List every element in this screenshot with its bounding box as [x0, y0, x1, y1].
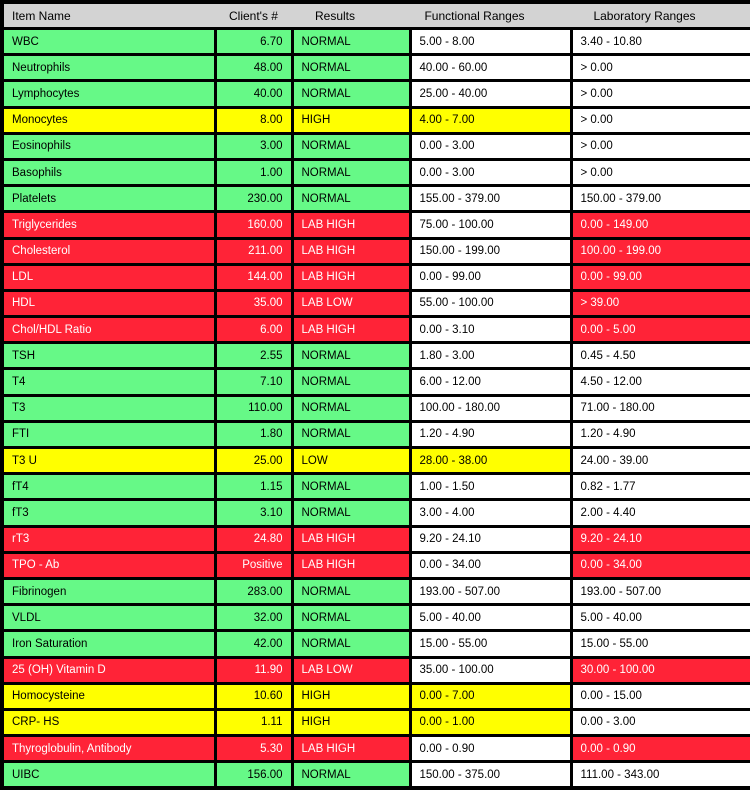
table-row	[2, 55, 750, 81]
client-value-cell: Positive	[215, 552, 292, 578]
result-status-cell: NORMAL	[292, 631, 410, 657]
table-row	[2, 578, 750, 604]
table-row	[2, 709, 750, 735]
item-name-cell: Basophils	[2, 159, 215, 185]
result-status-cell: LOW	[292, 448, 410, 474]
table-header	[2, 2, 750, 29]
laboratory-range-cell: 100.00 - 199.00	[571, 238, 750, 264]
functional-range-cell: 75.00 - 100.00	[410, 212, 571, 238]
result-status-cell: NORMAL	[292, 474, 410, 500]
result-status-cell: LAB HIGH	[292, 317, 410, 343]
client-value-cell: 1.11	[215, 709, 292, 735]
client-value-cell: 3.00	[215, 133, 292, 159]
functional-range-cell: 55.00 - 100.00	[410, 290, 571, 316]
table-row	[2, 448, 750, 474]
table-row	[2, 631, 750, 657]
laboratory-range-cell: 24.00 - 39.00	[571, 448, 750, 474]
result-status-cell: NORMAL	[292, 578, 410, 604]
functional-range-cell: 1.20 - 4.90	[410, 421, 571, 447]
result-status-cell: LAB HIGH	[292, 212, 410, 238]
client-value-cell: 7.10	[215, 369, 292, 395]
result-status-cell: LAB HIGH	[292, 264, 410, 290]
item-name-cell: Platelets	[2, 186, 215, 212]
result-status-cell: NORMAL	[292, 762, 410, 789]
functional-range-cell: 1.80 - 3.00	[410, 343, 571, 369]
result-status-cell: HIGH	[292, 683, 410, 709]
table-row	[2, 474, 750, 500]
functional-range-cell: 5.00 - 40.00	[410, 605, 571, 631]
client-value-cell: 35.00	[215, 290, 292, 316]
laboratory-range-cell: 0.00 - 34.00	[571, 552, 750, 578]
functional-range-cell: 0.00 - 3.10	[410, 317, 571, 343]
functional-range-cell: 150.00 - 199.00	[410, 238, 571, 264]
laboratory-range-cell: 4.50 - 12.00	[571, 369, 750, 395]
result-status-cell: LAB HIGH	[292, 552, 410, 578]
functional-range-cell: 193.00 - 507.00	[410, 578, 571, 604]
functional-range-cell: 0.00 - 1.00	[410, 709, 571, 735]
laboratory-range-cell: 0.00 - 15.00	[571, 683, 750, 709]
laboratory-range-cell: > 0.00	[571, 81, 750, 107]
laboratory-range-cell: 30.00 - 100.00	[571, 657, 750, 683]
header-laboratory-ranges: Laboratory Ranges	[571, 2, 750, 29]
client-value-cell: 6.70	[215, 29, 292, 55]
laboratory-range-cell: 0.00 - 149.00	[571, 212, 750, 238]
client-value-cell: 25.00	[215, 448, 292, 474]
item-name-cell: Eosinophils	[2, 133, 215, 159]
client-value-cell: 24.80	[215, 526, 292, 552]
functional-range-cell: 40.00 - 60.00	[410, 55, 571, 81]
table-row	[2, 343, 750, 369]
result-status-cell: NORMAL	[292, 421, 410, 447]
client-value-cell: 3.10	[215, 500, 292, 526]
table-row	[2, 736, 750, 762]
laboratory-range-cell: > 0.00	[571, 159, 750, 185]
result-status-cell: LAB LOW	[292, 657, 410, 683]
item-name-cell: rT3	[2, 526, 215, 552]
functional-range-cell: 1.00 - 1.50	[410, 474, 571, 500]
table-row	[2, 290, 750, 316]
table-row	[2, 683, 750, 709]
functional-range-cell: 0.00 - 3.00	[410, 133, 571, 159]
result-status-cell: NORMAL	[292, 55, 410, 81]
item-name-cell: Homocysteine	[2, 683, 215, 709]
table-row	[2, 317, 750, 343]
result-status-cell: NORMAL	[292, 369, 410, 395]
header-clients-number: Client's #	[215, 2, 292, 29]
client-value-cell: 32.00	[215, 605, 292, 631]
client-value-cell: 1.80	[215, 421, 292, 447]
functional-range-cell: 0.00 - 34.00	[410, 552, 571, 578]
item-name-cell: Fibrinogen	[2, 578, 215, 604]
table-row	[2, 657, 750, 683]
laboratory-range-cell: 5.00 - 40.00	[571, 605, 750, 631]
result-status-cell: NORMAL	[292, 159, 410, 185]
item-name-cell: Triglycerides	[2, 212, 215, 238]
laboratory-range-cell: 150.00 - 379.00	[571, 186, 750, 212]
functional-range-cell: 9.20 - 24.10	[410, 526, 571, 552]
table-row	[2, 159, 750, 185]
functional-range-cell: 100.00 - 180.00	[410, 395, 571, 421]
client-value-cell: 1.00	[215, 159, 292, 185]
item-name-cell: T3 U	[2, 448, 215, 474]
item-name-cell: 25 (OH) Vitamin D	[2, 657, 215, 683]
client-value-cell: 110.00	[215, 395, 292, 421]
client-value-cell: 211.00	[215, 238, 292, 264]
results-body	[2, 29, 750, 789]
item-name-cell: FTI	[2, 421, 215, 447]
table-row	[2, 605, 750, 631]
table-row	[2, 552, 750, 578]
laboratory-range-cell: 0.45 - 4.50	[571, 343, 750, 369]
laboratory-range-cell: 2.00 - 4.40	[571, 500, 750, 526]
functional-range-cell: 5.00 - 8.00	[410, 29, 571, 55]
item-name-cell: fT4	[2, 474, 215, 500]
result-status-cell: NORMAL	[292, 186, 410, 212]
result-status-cell: NORMAL	[292, 500, 410, 526]
result-status-cell: HIGH	[292, 107, 410, 133]
laboratory-range-cell: 111.00 - 343.00	[571, 762, 750, 789]
client-value-cell: 8.00	[215, 107, 292, 133]
result-status-cell: NORMAL	[292, 343, 410, 369]
client-value-cell: 2.55	[215, 343, 292, 369]
laboratory-range-cell: > 0.00	[571, 133, 750, 159]
item-name-cell: T3	[2, 395, 215, 421]
table-row	[2, 264, 750, 290]
client-value-cell: 5.30	[215, 736, 292, 762]
table-row	[2, 186, 750, 212]
laboratory-range-cell: > 0.00	[571, 55, 750, 81]
result-status-cell: NORMAL	[292, 29, 410, 55]
laboratory-range-cell: 71.00 - 180.00	[571, 395, 750, 421]
table-row	[2, 762, 750, 789]
laboratory-range-cell: > 0.00	[571, 107, 750, 133]
result-status-cell: LAB LOW	[292, 290, 410, 316]
laboratory-range-cell: 0.00 - 5.00	[571, 317, 750, 343]
functional-range-cell: 0.00 - 0.90	[410, 736, 571, 762]
laboratory-range-cell: 0.00 - 99.00	[571, 264, 750, 290]
client-value-cell: 144.00	[215, 264, 292, 290]
client-value-cell: 156.00	[215, 762, 292, 789]
item-name-cell: Iron Saturation	[2, 631, 215, 657]
laboratory-range-cell: 0.00 - 0.90	[571, 736, 750, 762]
item-name-cell: T4	[2, 369, 215, 395]
client-value-cell: 1.15	[215, 474, 292, 500]
item-name-cell: LDL	[2, 264, 215, 290]
item-name-cell: TPO - Ab	[2, 552, 215, 578]
result-status-cell: NORMAL	[292, 605, 410, 631]
table-row	[2, 500, 750, 526]
result-status-cell: HIGH	[292, 709, 410, 735]
laboratory-range-cell: 0.00 - 3.00	[571, 709, 750, 735]
client-value-cell: 42.00	[215, 631, 292, 657]
result-status-cell: LAB HIGH	[292, 526, 410, 552]
laboratory-range-cell: > 39.00	[571, 290, 750, 316]
result-status-cell: NORMAL	[292, 81, 410, 107]
table-row	[2, 29, 750, 55]
laboratory-range-cell: 0.82 - 1.77	[571, 474, 750, 500]
functional-range-cell: 3.00 - 4.00	[410, 500, 571, 526]
result-status-cell: LAB HIGH	[292, 736, 410, 762]
client-value-cell: 283.00	[215, 578, 292, 604]
item-name-cell: Chol/HDL Ratio	[2, 317, 215, 343]
result-status-cell: NORMAL	[292, 395, 410, 421]
functional-range-cell: 0.00 - 7.00	[410, 683, 571, 709]
functional-range-cell: 35.00 - 100.00	[410, 657, 571, 683]
table-row	[2, 238, 750, 264]
table-row	[2, 133, 750, 159]
item-name-cell: TSH	[2, 343, 215, 369]
functional-range-cell: 4.00 - 7.00	[410, 107, 571, 133]
functional-range-cell: 28.00 - 38.00	[410, 448, 571, 474]
client-value-cell: 48.00	[215, 55, 292, 81]
item-name-cell: VLDL	[2, 605, 215, 631]
header-results: Results	[292, 2, 410, 29]
item-name-cell: Thyroglobulin, Antibody	[2, 736, 215, 762]
item-name-cell: Lymphocytes	[2, 81, 215, 107]
header-row	[2, 2, 750, 29]
laboratory-range-cell: 1.20 - 4.90	[571, 421, 750, 447]
table-row	[2, 369, 750, 395]
laboratory-range-cell: 3.40 - 10.80	[571, 29, 750, 55]
table-row	[2, 421, 750, 447]
functional-range-cell: 155.00 - 379.00	[410, 186, 571, 212]
client-value-cell: 40.00	[215, 81, 292, 107]
client-value-cell: 6.00	[215, 317, 292, 343]
result-status-cell: NORMAL	[292, 133, 410, 159]
item-name-cell: Neutrophils	[2, 55, 215, 81]
table-row	[2, 107, 750, 133]
result-status-cell: LAB HIGH	[292, 238, 410, 264]
item-name-cell: fT3	[2, 500, 215, 526]
laboratory-range-cell: 193.00 - 507.00	[571, 578, 750, 604]
table-row	[2, 212, 750, 238]
functional-range-cell: 0.00 - 99.00	[410, 264, 571, 290]
functional-range-cell: 15.00 - 55.00	[410, 631, 571, 657]
item-name-cell: HDL	[2, 290, 215, 316]
functional-range-cell: 25.00 - 40.00	[410, 81, 571, 107]
client-value-cell: 10.60	[215, 683, 292, 709]
client-value-cell: 11.90	[215, 657, 292, 683]
header-functional-ranges: Functional Ranges	[410, 2, 571, 29]
item-name-cell: UIBC	[2, 762, 215, 789]
table-row	[2, 81, 750, 107]
header-item-name: Item Name	[2, 2, 215, 29]
client-value-cell: 160.00	[215, 212, 292, 238]
table-row	[2, 526, 750, 552]
item-name-cell: CRP- HS	[2, 709, 215, 735]
client-value-cell: 230.00	[215, 186, 292, 212]
functional-range-cell: 6.00 - 12.00	[410, 369, 571, 395]
functional-range-cell: 0.00 - 3.00	[410, 159, 571, 185]
item-name-cell: Monocytes	[2, 107, 215, 133]
laboratory-range-cell: 9.20 - 24.10	[571, 526, 750, 552]
laboratory-range-cell: 15.00 - 55.00	[571, 631, 750, 657]
table-row	[2, 395, 750, 421]
item-name-cell: WBC	[2, 29, 215, 55]
functional-range-cell: 150.00 - 375.00	[410, 762, 571, 789]
item-name-cell: Cholesterol	[2, 238, 215, 264]
